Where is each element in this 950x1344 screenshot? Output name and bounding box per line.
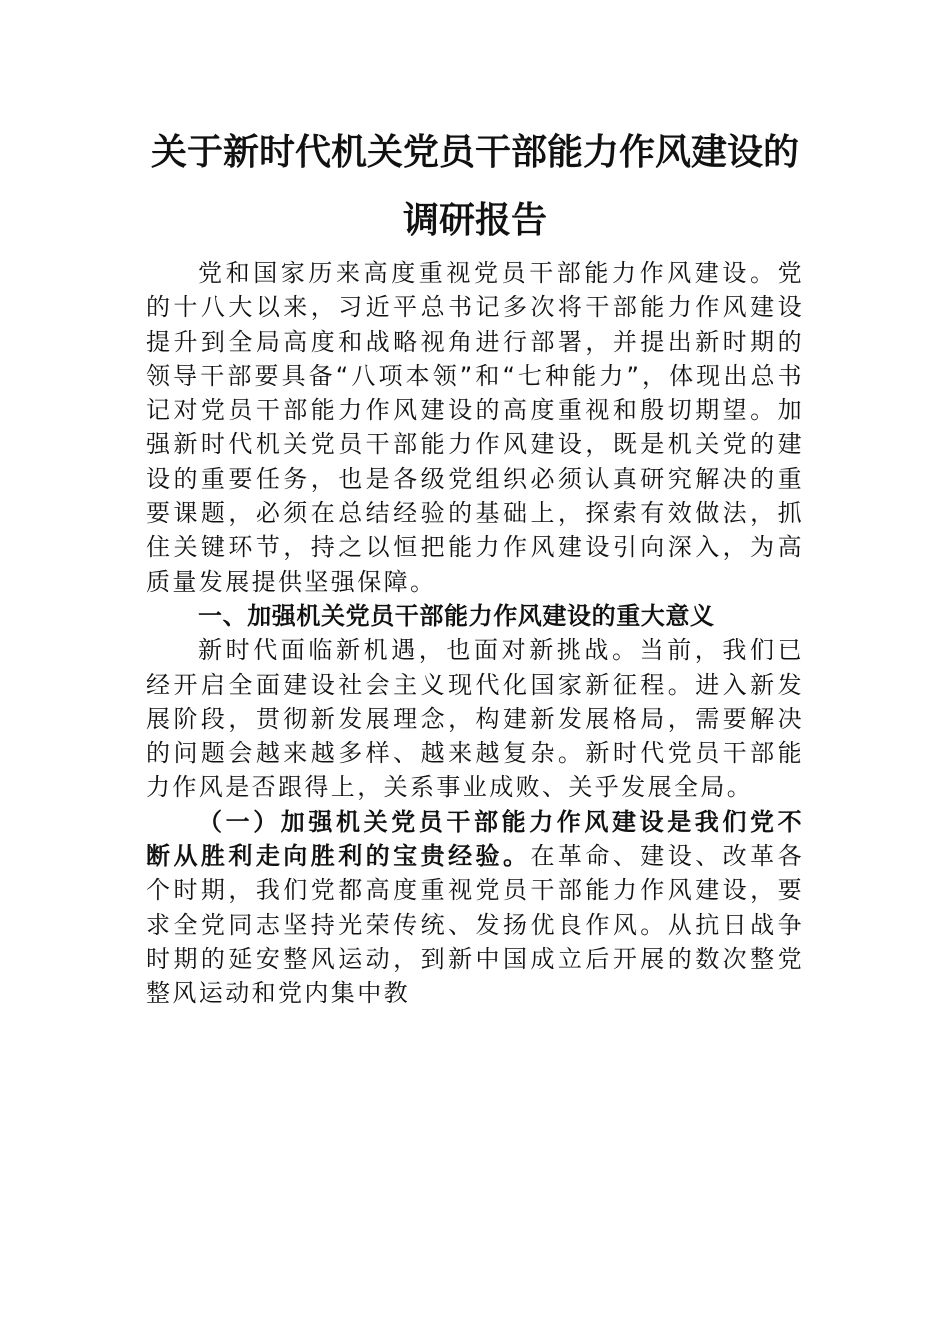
subsection-1-lead-sentence: （一）加强机关党员干部能力作风建设是我们党不断从胜利走向胜利的宝贵经验。 — [146, 806, 804, 871]
section-heading-1: 一、加强机关党员干部能力作风建设的重大意义 — [198, 601, 715, 630]
section-1-paragraph: 新时代面临新机遇，也面对新挑战。当前，我们已经开启全面建设社会主义现代化国家新征程。进入新发展阶段，贯彻新发展理念，构建新发展格局，需要解决的问题会越来越多样、越来越复杂。新时代党员干部能力作风是否跟得上，关系事业成败、关乎发展全局。 — [146, 636, 804, 802]
document-body — [146, 256, 804, 1011]
intro-paragraph: 党和国家历来高度重视党员干部能力作风建设。党的十八大以来，习近平总书记多次将干部能力作风建设提升到全局高度和战略视角进行部署，并提出新时期的领导干部要具备“八项本领”和“七种能力”，体现出总书记对党员干部能力作风建设的高度重视和殷切期望。加强新时代机关党员干部能力作风建设，既是机关党的建设的重要任务，也是各级党组织必须认真研究解决的重要课题，必须在总结经验的基础上，探索有效做法，抓住关键环节，持之以恒把能力作风建设引向深入，为高质量发展提供坚强保障。 — [146, 259, 804, 596]
subsection-1-paragraph — [146, 805, 804, 1011]
subsection-1-body-text: 在革命、建设、改革各个时期，我们党都高度重视党员干部能力作风建设，要求全党同志坚持光荣传统、发扬优良作风。从抗日战争时期的延安整风运动，到新中国成立后开展的数次整党整风运动和党内集中教 — [146, 842, 804, 1008]
document-title-line-2: 调研报告 — [402, 199, 547, 241]
document-title-line-1: 关于新时代机关党员干部能力作风建设的 — [150, 131, 799, 173]
